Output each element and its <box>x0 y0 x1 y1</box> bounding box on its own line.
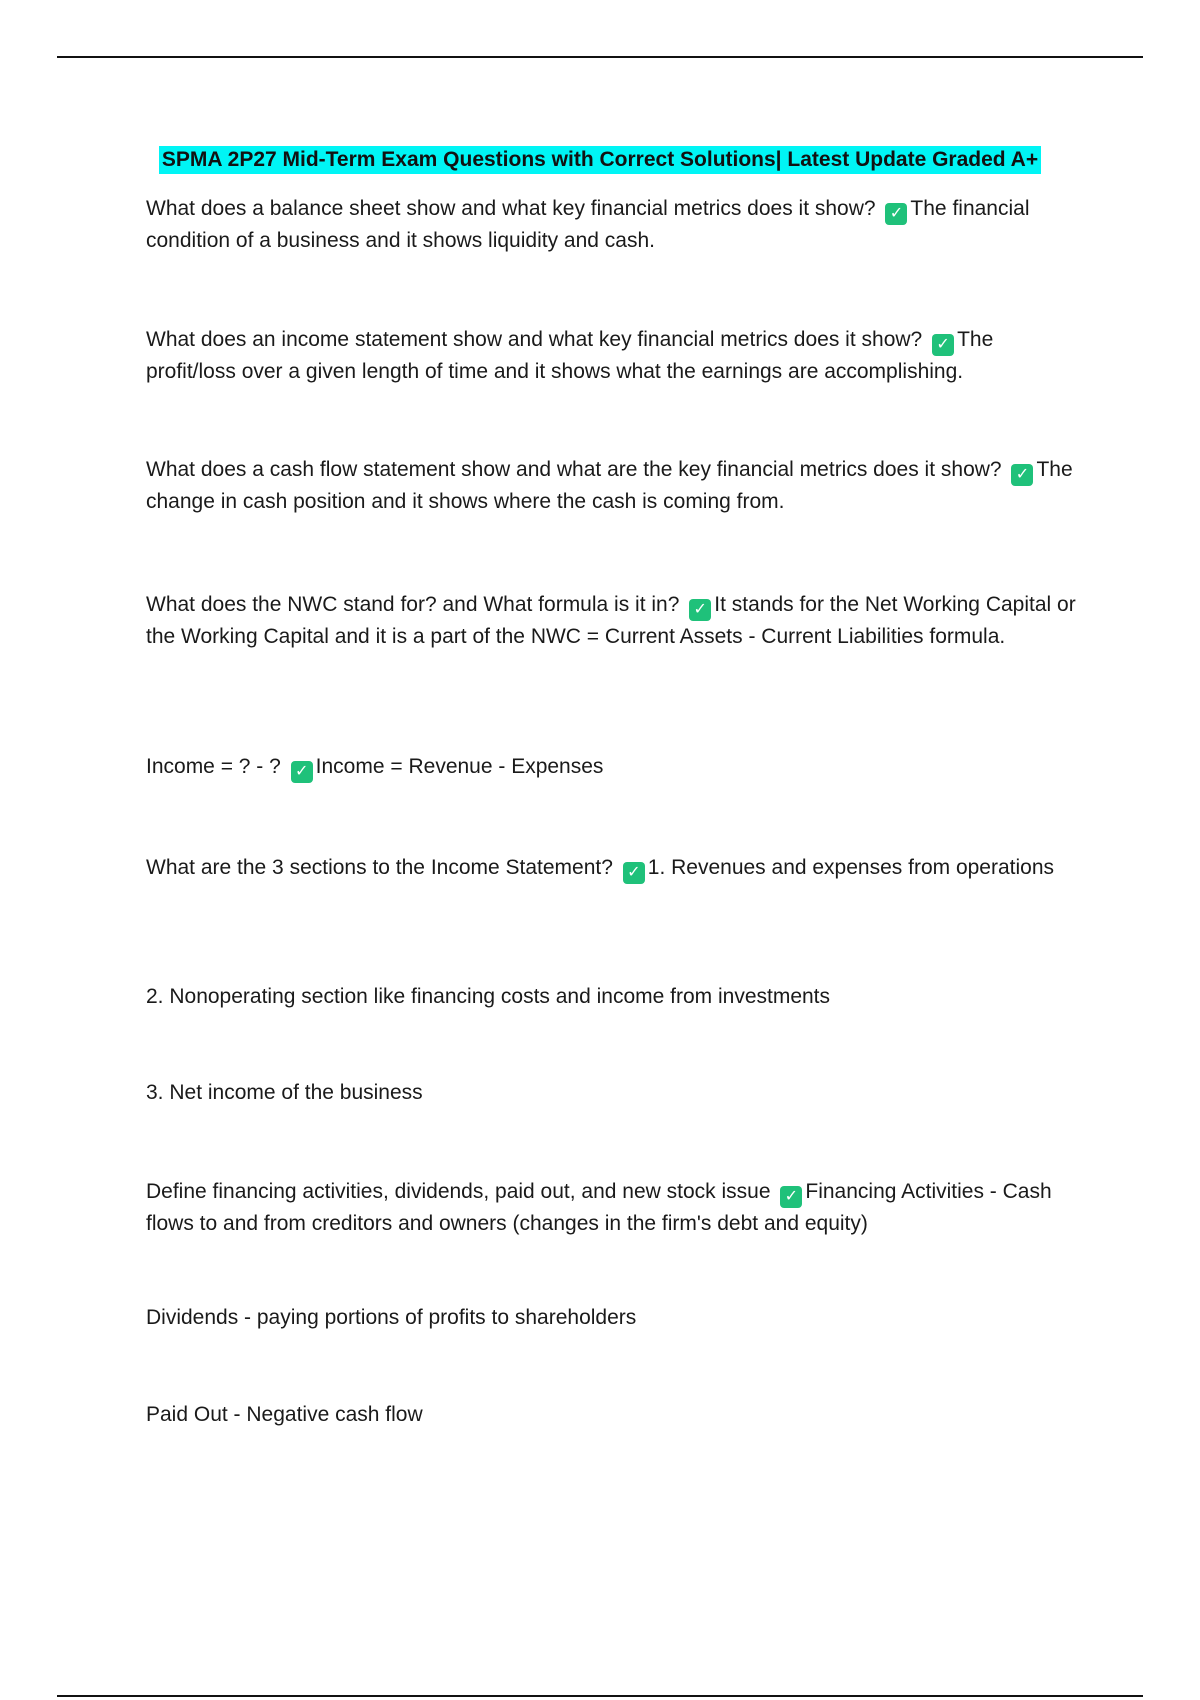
question-text: What does the NWC stand for? and What formula is it in? <box>146 593 680 616</box>
paragraph-text: Paid Out - Negative cash flow <box>146 1403 423 1426</box>
check-icon: ✓ <box>623 862 645 884</box>
question-text: Define financing activities, dividends, paid out, and new stock issue <box>146 1180 771 1203</box>
check-icon: ✓ <box>885 203 907 225</box>
paragraph-text: 3. Net income of the business <box>146 1081 423 1104</box>
text-item-nonoperating <box>146 981 1086 1013</box>
question-text: What does an income statement show and what key financial metrics does it show? <box>146 328 923 351</box>
document-title: SPMA 2P27 Mid-Term Exam Questions with Correct Solutions| Latest Update Graded A+ <box>159 146 1041 174</box>
check-icon: ✓ <box>932 334 954 356</box>
question-text: What does a balance sheet show and what key financial metrics does it show? <box>146 197 876 220</box>
text-item-dividends <box>146 1302 1086 1334</box>
answer-text: The profit/loss over a given length of time and it shows what the earnings are accomplishing. <box>146 328 994 383</box>
paragraph-text: Dividends - paying portions of profits to shareholders <box>146 1306 637 1329</box>
answer-text: 1. Revenues and expenses from operations <box>647 856 1055 879</box>
question-text: What are the 3 sections to the Income Statement? <box>146 856 613 879</box>
answer-text: The change in cash position and it shows where the cash is coming from. <box>146 458 1073 513</box>
title-container <box>0 146 1200 174</box>
top-rule <box>57 56 1143 58</box>
check-icon: ✓ <box>689 599 711 621</box>
qa-item-income-statement <box>146 324 1086 388</box>
bottom-rule <box>57 1695 1143 1697</box>
qa-item-cash-flow <box>146 454 1086 518</box>
qa-item-nwc <box>146 589 1086 653</box>
check-icon: ✓ <box>291 761 313 783</box>
check-icon: ✓ <box>1011 464 1033 486</box>
qa-item-income-sections <box>146 852 1086 884</box>
qa-item-balance-sheet <box>146 193 1086 257</box>
text-item-net-income <box>146 1077 1086 1109</box>
answer-text: Financing Activities - Cash flows to and from creditors and owners (changes in the firm's debt and equity) <box>146 1180 1052 1235</box>
answer-text: The financial condition of a business and it shows liquidity and cash. <box>146 197 1030 252</box>
question-text: Income = ? - ? <box>146 755 281 778</box>
question-text: What does a cash flow statement show and what are the key financial metrics does it show? <box>146 458 1002 481</box>
check-icon: ✓ <box>780 1186 802 1208</box>
text-item-paid-out <box>146 1399 1086 1431</box>
answer-text: Income = Revenue - Expenses <box>315 755 604 778</box>
answer-text: It stands for the Net Working Capital or the Working Capital and it is a part of the NWC = Current Assets - Current Liabilities formula. <box>146 593 1076 648</box>
paragraph-text: 2. Nonoperating section like financing costs and income from investments <box>146 985 831 1008</box>
qa-item-financing-activities <box>146 1176 1086 1240</box>
qa-item-income-formula <box>146 751 1086 783</box>
